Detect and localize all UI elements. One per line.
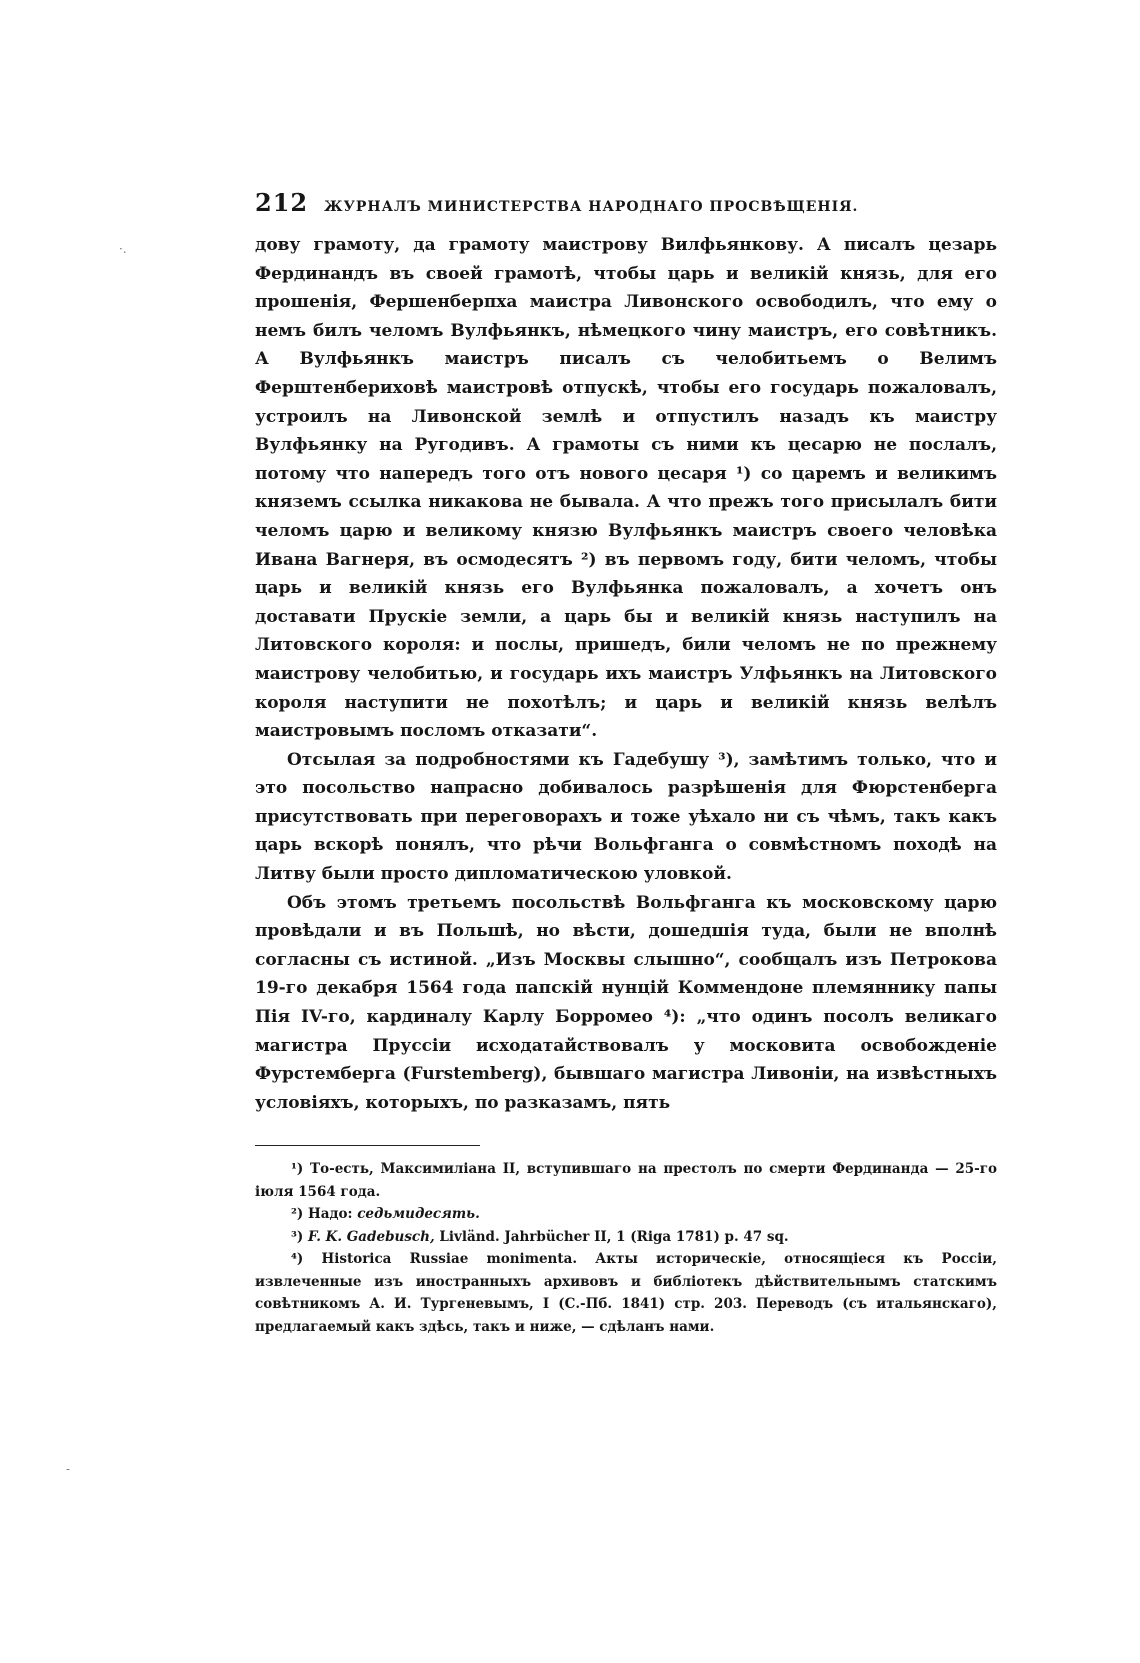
footnote-2 bbox=[255, 1203, 997, 1226]
paragraph: дову грамоту, да грамоту маистрову Вилфьянкову. А писалъ цезарь Фердинандъ въ своей грамотѣ, чтобы царь и великій князь, для его прошенія, Фершенберпха маистра Ливонского освободилъ, что ему о немъ билъ челомъ Вулфьянкъ, нѣмецкого чину маистръ, его совѣтникъ. А Вулфьянкъ маистръ писалъ съ челобитьемъ о Велимъ Ферштенбериховѣ маистровѣ отпускѣ, чтобы его государь пожаловалъ, устроилъ на Ливонской землѣ и отпустилъ назадъ къ маистру Вулфьянку на Ругодивъ. А грамоты съ ними къ цесарю не послалъ, потому что напередъ того отъ нового цесаря ¹) со царемъ и великимъ княземъ ссылка никакова не бывала. А что прежъ того присылалъ бити челомъ царю и великому князю Вулфьянкъ маистръ своего человѣка Ивана Вагнеря, въ осмодесятъ ²) въ первомъ году, бити челомъ, чтобы царь и великій князь его Вулфьянка пожаловалъ, а хочетъ онъ доставати Прускіе земли, а царь бы и великій князь наступилъ на Литовского короля: и послы, пришедъ, били челомъ не по прежнему маистрову челобитью, и государь ихъ маистръ Улфьянкъ на Литовского короля наступити не похотѣлъ; и царь и великій князь велѣлъ маистровымъ посломъ отказати“. bbox=[255, 235, 997, 742]
main-text bbox=[255, 231, 997, 1117]
paragraph: Объ этомъ третьемъ посольствѣ Вольфганга къ московскому царю провѣдали и въ Польшѣ, но вѣсти, дошедшія туда, были не вполнѣ согласны съ истиной. „Изъ Москвы слышно“, сообщалъ изъ Петрокова 19-го декабря 1564 года папскій нунцій Коммендоне племяннику папы Пія IV-го, кардиналу Карлу Борромео ⁴): „что одинъ посолъ великаго магистра Пруссіи исходатайствовалъ у московита освобожденіе Фурстемберга (Furstemberg), бывшаго магистра Ливоніи, на извѣстныхъ условіяхъ, которыхъ, по разказамъ, пять bbox=[255, 892, 997, 1113]
footnote-2-prefix: ²) Надо: bbox=[291, 1206, 358, 1223]
footnote-3-author: F. K. Gadebusch, bbox=[308, 1228, 435, 1245]
footnote-4: ⁴) Historica Russiae monimenta. Акты историческіе, относящіеся къ Россіи, извлеченные изъ иностранныхъ архивовъ и библіотекъ дѣйствительнымъ статскимъ совѣтникомъ А. И. Тургеневымъ, I (С.-Пб. 1841) стр. 203. Переводъ (съ итальянскаго), предлагаемый какъ здѣсь, такъ и ниже, — сдѣланъ нами. bbox=[255, 1251, 997, 1335]
page bbox=[255, 188, 997, 1338]
footnote-divider bbox=[255, 1145, 480, 1146]
margin-speck: - bbox=[66, 1462, 71, 1476]
footnotes bbox=[255, 1158, 997, 1338]
margin-speck: ·. bbox=[119, 242, 127, 256]
page-number: 212 bbox=[255, 188, 309, 217]
journal-title: ЖУРНАЛЪ МИНИСТЕРСТВА НАРОДНАГО ПРОСВѢЩЕНІЯ. bbox=[324, 199, 859, 215]
footnote-1: ¹) То-есть, Максимиліана II, вступившаго на престолъ по смерти Фердинанда — 25-го іюля 1564 года. bbox=[255, 1161, 997, 1200]
footnote-3-citation: Livländ. Jahrbücher II, 1 (Riga 1781) p. 47 sq. bbox=[434, 1228, 789, 1245]
footnote-2-correction: седьмидесять. bbox=[357, 1206, 480, 1223]
running-header bbox=[255, 188, 997, 217]
footnote-3 bbox=[255, 1226, 997, 1249]
footnote-3-marker: ³) bbox=[291, 1228, 309, 1245]
paragraph: Отсылая за подробностями къ Гадебушу ³), замѣтимъ только, что и это посольство напрасно добивалось разрѣшенія для Фюрстенберга присутствовать при переговорахъ и тоже уѣхало ни съ чѣмъ, такъ какъ царь вскорѣ понялъ, что рѣчи Вольфганга о совмѣстномъ походѣ на Литву были просто дипломатическою уловкой. bbox=[255, 749, 997, 885]
